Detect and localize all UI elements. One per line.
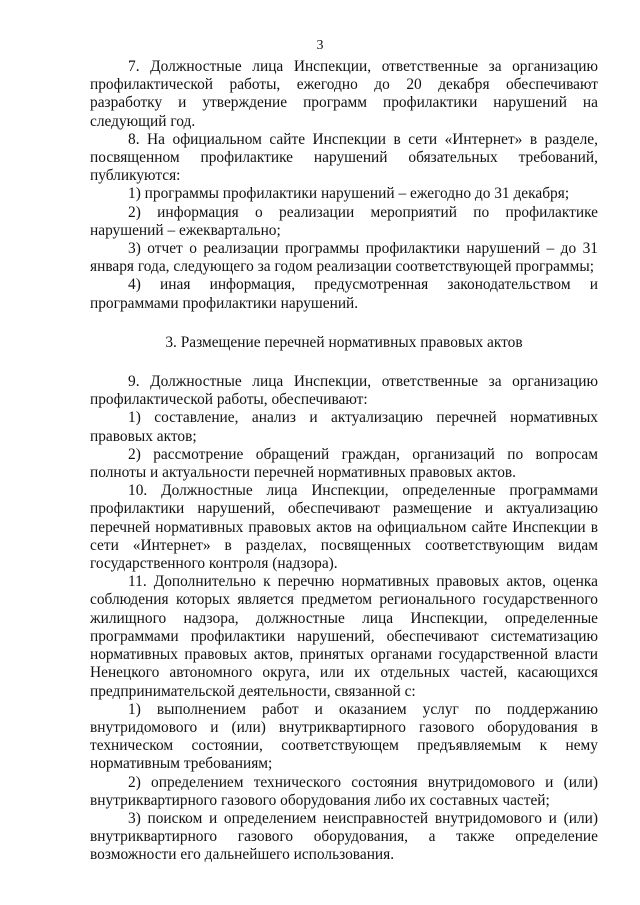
paragraph-item-9: 9. Должностные лица Инспекции, ответственные за организацию профилактической работы, обеспечивают: — [90, 373, 598, 409]
page-number: 3 — [316, 38, 324, 53]
list-item: 3) отчет о реализации программы профилактики нарушений – до 31 января года, следующего за годом реализации соответствующей программы; — [90, 240, 598, 276]
section-heading: 3. Размещение перечней нормативных правовых актов — [165, 333, 523, 351]
paragraph-item-7: 7. Должностные лица Инспекции, ответственные за организацию профилактической работы, ежегодно до 20 декабря обеспечивают разработку и утверждение программ профилактики нарушений на следующий год. — [90, 58, 598, 130]
list-item: 1) программы профилактики нарушений – ежегодно до 31 декабря; — [128, 185, 570, 203]
list-item: 1) выполнением работ и оказанием услуг по поддержанию внутридомового и (или) внутриквартирного газового оборудования в техническом состоянии, соответствующем предъявляемым к нему нормативным требованиям; — [90, 700, 598, 773]
list-item: 2) определением технического состояния внутридомового и (или) внутриквартирного газового оборудования либо их составных частей; — [90, 773, 598, 809]
list-item: 1) составление, анализ и актуализацию перечней нормативных правовых актов; — [90, 409, 598, 445]
list-item: 2) информация о реализации мероприятий по профилактике нарушений – ежеквартально; — [90, 203, 598, 239]
paragraph-item-8: 8. На официальном сайте Инспекции в сети «Интернет» в разделе, посвященном профилактике нарушений обязательных требований, публикуются: — [90, 130, 598, 185]
list-item: 3) поиском и определением неисправностей внутридомового и (или) внутриквартирного газового оборудования, а также определение возможности его дальнейшего использования. — [90, 809, 598, 864]
paragraph-item-10: 10. Должностные лица Инспекции, определенные программами профилактики нарушений, обеспечивают размещение и актуализацию перечней нормативных правовых актов на официальном сайте Инспекции в сети «Интернет» в разделах, посвященных соответствующим видам государственного контроля (надзора). — [90, 482, 598, 573]
document-body — [90, 58, 598, 865]
paragraph-item-11: 11. Дополнительно к перечню нормативных правовых актов, оценка соблюдения которых является предметом регионального государственного жилищного надзора, должностные лица Инспекции, определенные программами профилактики нарушений, обеспечивают систематизацию нормативных правовых актов, принятых органами государственной власти Ненецкого автономного округа, или их отдельных частей, касающихся предпринимательской деятельности, связанной с: — [90, 573, 598, 700]
list-item: 2) рассмотрение обращений граждан, организаций по вопросам полноты и актуальности перечней нормативных правовых актов. — [90, 445, 598, 482]
list-item: 4) иная информация, предусмотренная законодательством и программами профилактики нарушений. — [90, 276, 598, 312]
